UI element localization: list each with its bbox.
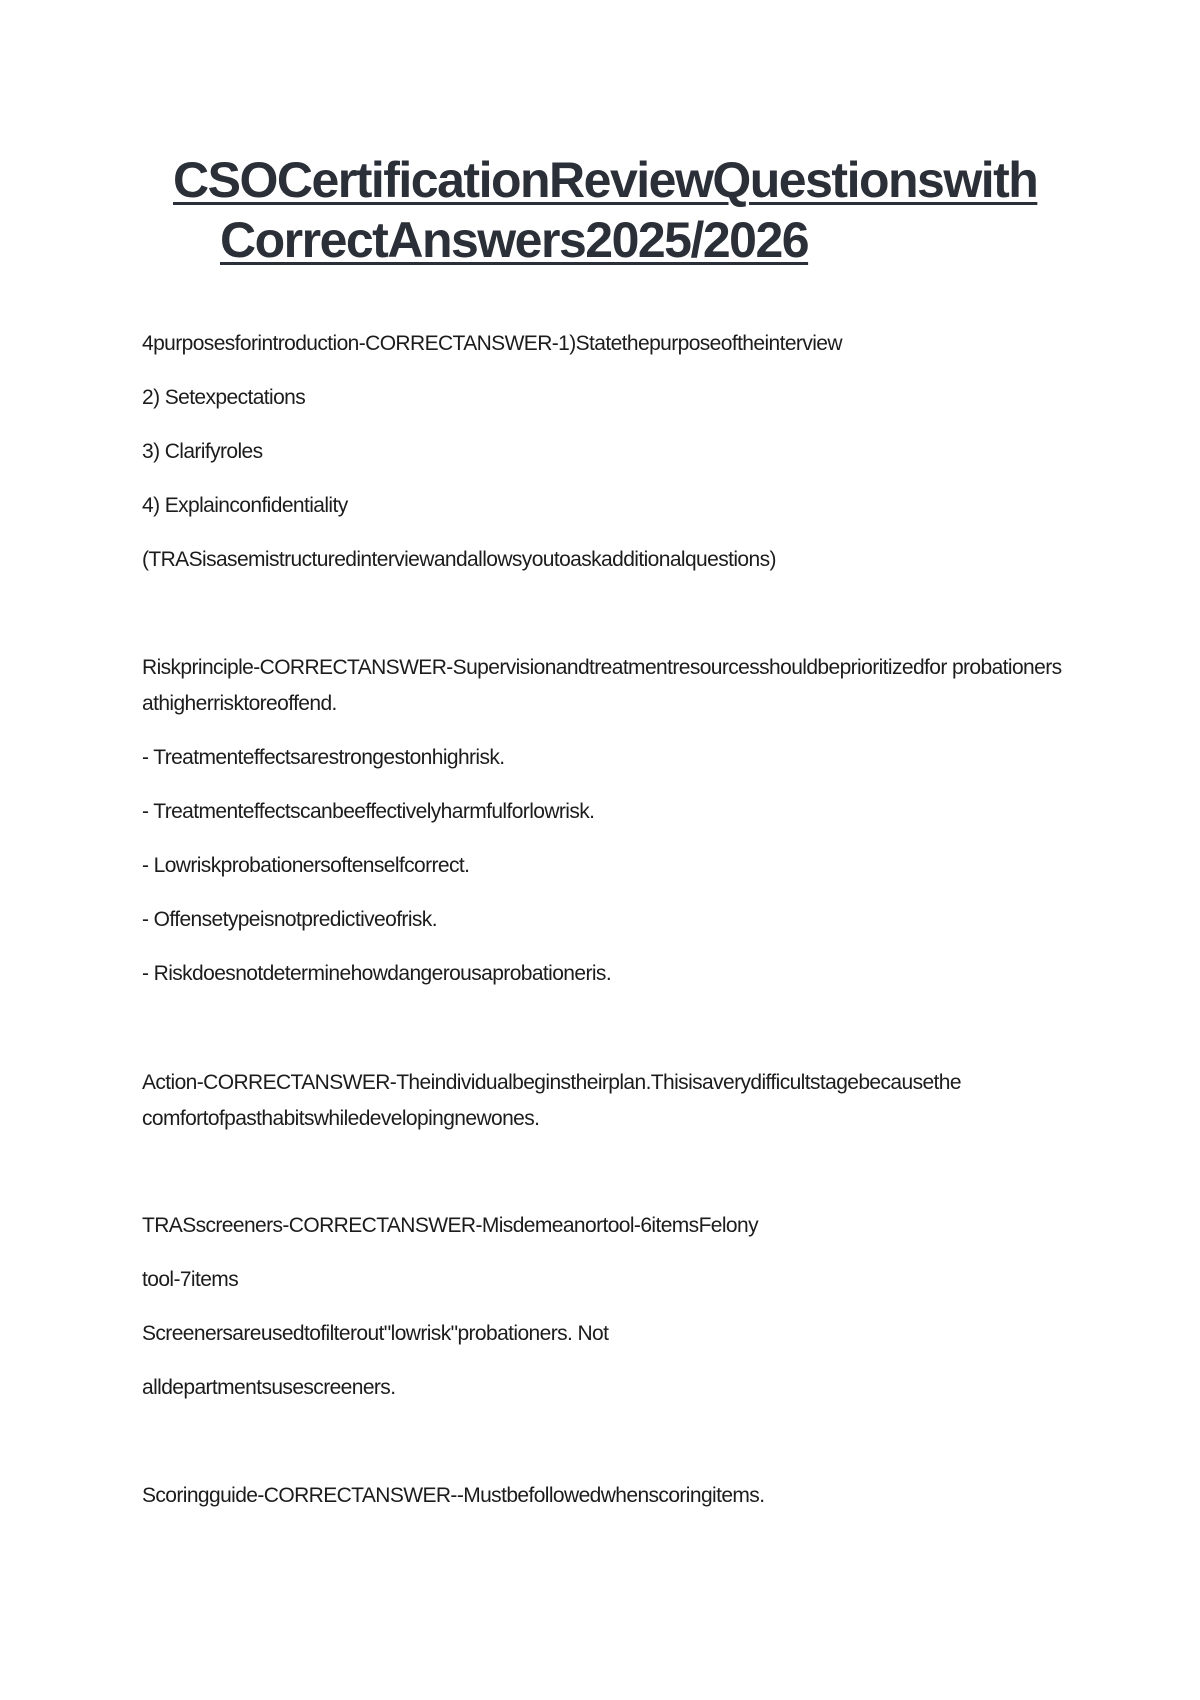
question-5-line: Scoringguide-CORRECTANSWER--Mustbefollowedwhenscoringitems. [142, 1484, 765, 1507]
answer-line: alldepartmentsusescreeners. [142, 1376, 396, 1399]
answer-line: 3) Clarifyroles [142, 440, 263, 463]
bullet-item: - Treatmenteffectsarestrongestonhighrisk. [142, 746, 505, 769]
bullet-item: - Riskdoesnotdeterminehowdangerousaprobationeris. [142, 962, 612, 985]
question-3-paragraph: Action-CORRECTANSWER-Theindividualbeginstheirplan.Thisisaverydifficultstagebecausethe comfortofpasthabitswhiledevelopingnewones. [142, 1071, 961, 1130]
bullet-item: - Treatmenteffectscanbeeffectivelyharmfulforlowrisk. [142, 800, 595, 823]
answer-line: 4) Explainconfidentiality [142, 494, 348, 517]
question-1-line: 4purposesforintroduction-CORRECTANSWER-1)Statethepurposeoftheinterview [142, 332, 842, 355]
title-line-2: CorrectAnswers2025/2026 [220, 212, 809, 268]
title-line-1: CSOCertificationReviewQuestionswith [173, 152, 1038, 208]
answer-line: tool-7items [142, 1268, 239, 1291]
document-title [0, 150, 1200, 270]
bullet-item: - Offensetypeisnotpredictiveofrisk. [142, 908, 437, 931]
bullet-item: - Lowriskprobationersoftenselfcorrect. [142, 854, 470, 877]
answer-line: Screenersareusedtofilterout"lowrisk"probationers. Not [142, 1322, 609, 1345]
answer-line: 2) Setexpectations [142, 386, 306, 409]
question-4-line: TRASscreeners-CORRECTANSWER-Misdemeanortool-6itemsFelony [142, 1214, 758, 1237]
question-2-paragraph: Riskprinciple-CORRECTANSWER-Supervisionandtreatmentresourcesshouldbeprioritizedfor probationers athigherrisktoreoffend. [142, 656, 1062, 715]
answer-note: (TRASisasemistructuredinterviewandallowsyoutoaskadditionalquestions) [142, 548, 776, 571]
